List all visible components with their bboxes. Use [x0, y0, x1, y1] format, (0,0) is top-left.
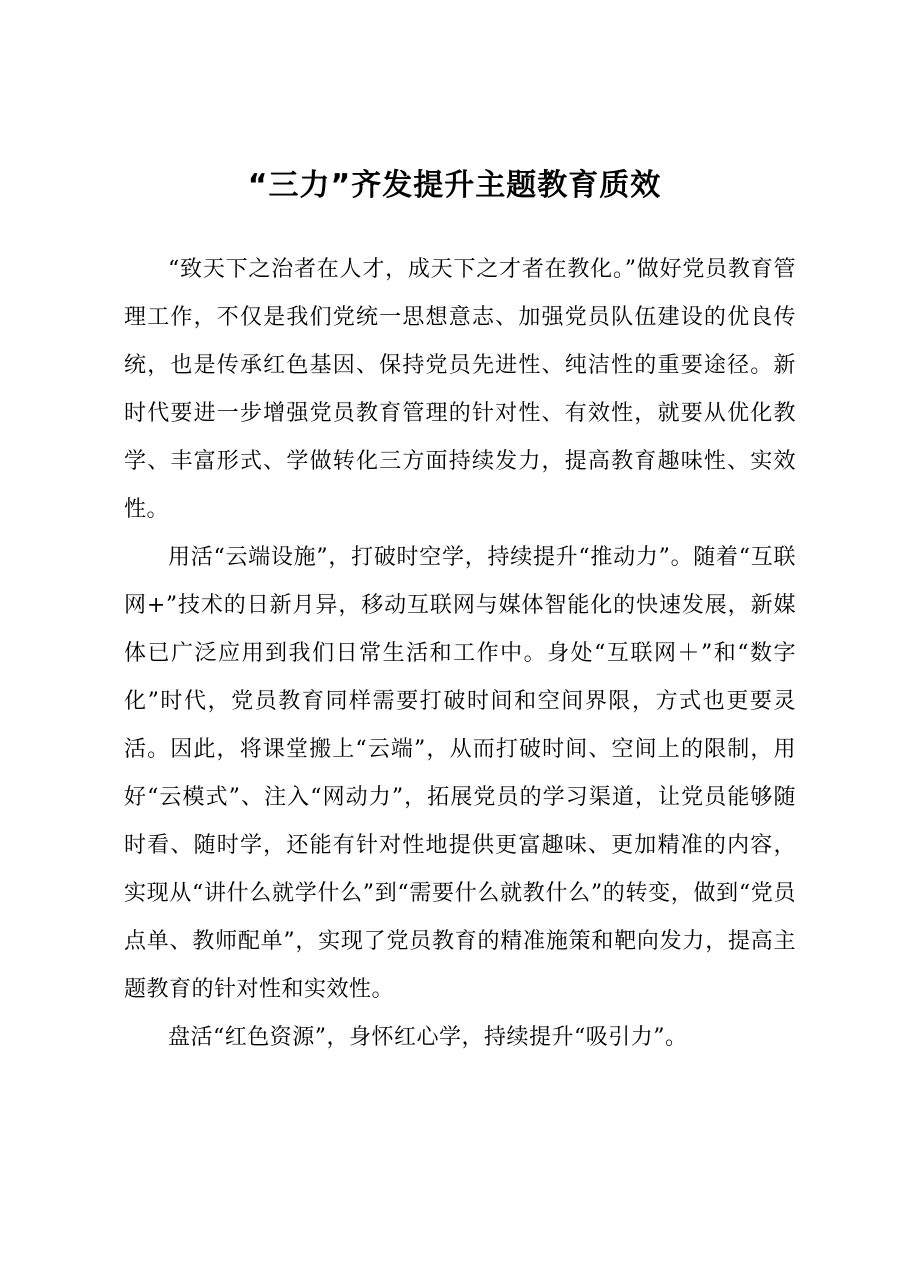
paragraph-red-resources: 盘活“红色资源”，身怀红心学，持续提升“吸引力”。 [168, 1025, 688, 1050]
document-title: “三力”齐发提升主题教育质效 [247, 168, 662, 203]
paragraph-intro: “致天下之治者在人才，成天下之才者在教化。”做好党员教育管理工作，不仅是我们党统一思想意志、加强党员队伍建设的优良传统，也是传承红色基因、保持党员先进性、纯洁性的重要途径。新时代要进一步增强党员教育管理的针对性、有效性，就要从优化教学、丰富形式、学做转化三方面持续发力，提高教育趣味性、实效性。 [124, 257, 796, 522]
paragraph-cloud-facilities: 用活“云端设施”，打破时空学，持续提升“推动力”。随着“互联网+”技术的日新月异，移动互联网与媒体智能化的快速发展，新媒体已广泛应用到我们日常生活和工作中。身处“互联网＋”和“数字化”时代，党员教育同样需要打破时间和空间界限，方式也更要灵活。因此，将课堂搬上“云端”，从而打破时间、空间上的限制，用好“云模式”、注入“网动力”，拓展党员的学习渠道，让党员能够随时看、随时学，还能有针对性地提供更富趣味、更加精准的内容，实现从“讲什么就学什么”到“需要什么就教什么”的转变，做到“党员点单、教师配单”，实现了党员教育的精准施策和靶向发力，提高主题教育的针对性和实效性。 [124, 545, 796, 1002]
document-body [124, 246, 796, 1062]
